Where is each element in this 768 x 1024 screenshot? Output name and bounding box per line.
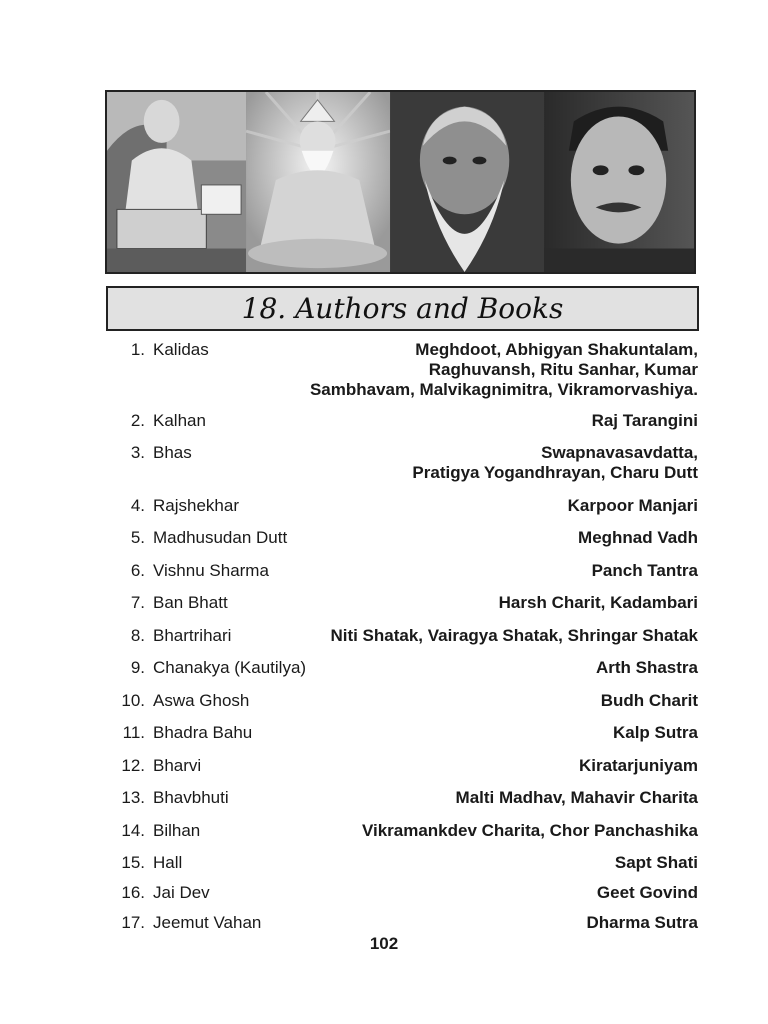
author-name: Jai Dev	[153, 883, 210, 902]
scholar-portrait	[107, 92, 246, 272]
book-title-line: Panch Tantra	[591, 561, 698, 580]
book-titles	[601, 691, 698, 711]
book-titles	[578, 528, 698, 548]
book-title-line: Pratigya Yogandhrayan, Charu Dutt	[412, 463, 698, 482]
item-number: 1.	[130, 340, 145, 359]
book-title-line: Karpoor Manjari	[567, 496, 698, 515]
book-title-line: Meghnad Vadh	[578, 528, 698, 547]
book-titles	[587, 913, 698, 933]
book-titles	[592, 561, 698, 581]
book-titles	[362, 821, 698, 841]
author-name: Chanakya (Kautilya)	[153, 658, 307, 677]
item-number: 16.	[121, 883, 145, 902]
author-name: Hall	[153, 853, 183, 872]
author-name: Kalidas	[153, 340, 209, 359]
poet-portrait	[390, 92, 544, 272]
book-titles	[499, 593, 698, 613]
book-titles	[330, 626, 698, 646]
portrait-banner	[105, 90, 696, 274]
section-heading-box	[106, 286, 699, 331]
book-title-line: Harsh Charit, Kadambari	[498, 593, 698, 612]
book-title-line: Kiratarjuniyam	[578, 756, 698, 775]
book-title-line: Arth Shastra	[595, 658, 698, 677]
book-titles	[592, 411, 698, 431]
item-number: 6.	[130, 561, 145, 580]
book-titles	[613, 723, 698, 743]
item-number: 9.	[130, 658, 145, 677]
sage-portrait	[246, 92, 390, 272]
book-title-line: Vikramankdev Charita, Chor Panchashika	[361, 821, 698, 840]
author-name: Ban Bhatt	[153, 593, 228, 612]
book-titles	[596, 658, 698, 678]
book-title-line: Raj Tarangini	[591, 411, 698, 430]
author-name: Bhadra Bahu	[153, 723, 253, 742]
page-number: 102	[369, 934, 399, 953]
author-name: Kalhan	[153, 411, 206, 430]
author-name: Bilhan	[153, 821, 201, 840]
item-number: 4.	[130, 496, 145, 515]
section-heading: 18. Authors and Books	[241, 292, 564, 325]
book-title-line: Sapt Shati	[614, 853, 698, 872]
item-number: 10.	[121, 691, 145, 710]
author-name: Rajshekhar	[153, 496, 239, 515]
book-titles	[597, 883, 698, 903]
author-name: Madhusudan Dutt	[153, 528, 288, 547]
item-number: 13.	[121, 788, 145, 807]
item-number: 3.	[130, 443, 145, 462]
author-name: Vishnu Sharma	[153, 561, 269, 580]
author-name: Bhas	[153, 443, 192, 462]
book-titles	[615, 853, 698, 873]
book-title-line: Kalp Sutra	[612, 723, 698, 742]
book-titles	[568, 496, 698, 516]
author-name: Aswa Ghosh	[153, 691, 250, 710]
book-title-line: Geet Govind	[596, 883, 698, 902]
author-name: Bharvi	[153, 756, 202, 775]
book-title-line: Raghuvansh, Ritu Sanhar, Kumar	[428, 360, 698, 379]
book-title-line: Dharma Sutra	[586, 913, 698, 932]
item-number: 12.	[121, 756, 145, 775]
book-title-line: Malti Madhav, Mahavir Charita	[455, 788, 698, 807]
book-title-line: Budh Charit	[600, 691, 698, 710]
book-titles	[579, 756, 698, 776]
author-name: Bhavbhuti	[153, 788, 229, 807]
book-title-line: Niti Shatak, Vairagya Shatak, Shringar Shatak	[330, 626, 698, 645]
writer-portrait	[544, 92, 694, 272]
item-number: 15.	[121, 853, 145, 872]
item-number: 8.	[130, 626, 145, 645]
item-number: 14.	[121, 821, 145, 840]
item-number: 11.	[122, 723, 145, 742]
portrait-banner-image	[107, 92, 694, 272]
book-title-line: Meghdoot, Abhigyan Shakuntalam,	[415, 340, 698, 359]
book-titles	[310, 340, 698, 400]
book-titles	[456, 788, 698, 808]
author-name: Bhartrihari	[153, 626, 232, 645]
book-titles	[412, 443, 698, 483]
book-title-line: Sambhavam, Malvikagnimitra, Vikramorvashiya.	[309, 380, 698, 399]
item-number: 7.	[130, 593, 145, 612]
author-name: Jeemut Vahan	[153, 913, 262, 932]
item-number: 2.	[130, 411, 145, 430]
item-number: 17.	[121, 913, 145, 932]
item-number: 5.	[130, 528, 145, 547]
book-title-line: Swapnavasavdatta,	[541, 443, 698, 462]
